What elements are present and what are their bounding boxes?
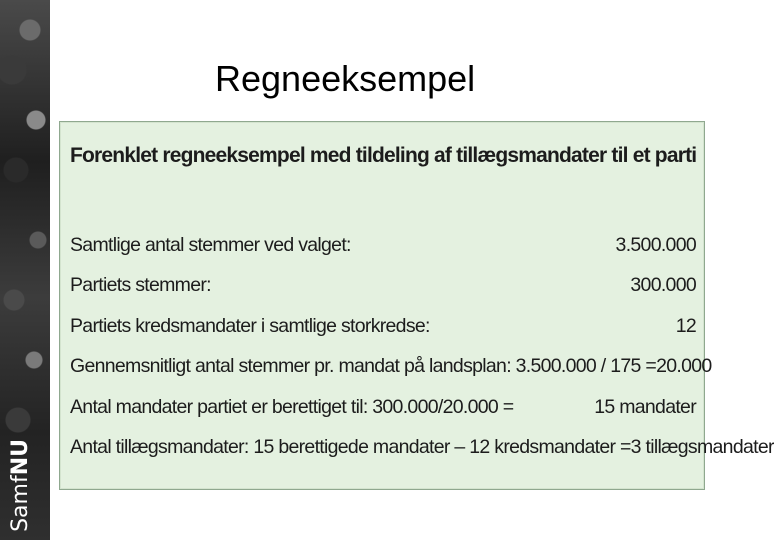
row-value: 20.000 <box>656 355 712 378</box>
row-party-votes <box>70 266 696 307</box>
row-value: 15 mandater <box>594 395 696 418</box>
row-value: 3.500.000 <box>615 233 696 256</box>
slide-title: Regneeksempel <box>215 58 476 99</box>
row-votes-per-seat <box>70 347 712 388</box>
row-total-votes <box>70 225 696 266</box>
decorative-side-strip <box>0 0 50 540</box>
row-supplementary-seats <box>70 428 774 469</box>
logo-prefix: Samf <box>8 475 33 532</box>
row-value: 300.000 <box>630 274 696 297</box>
samfnu-logo <box>8 439 33 532</box>
row-value: 12 <box>675 314 696 337</box>
row-label: Antal mandater partiet er berettiget til: 300.000/20.000 = <box>70 395 514 418</box>
row-label: Gennemsnitligt antal stemmer pr. mandat på landsplan: 3.500.000 / 175 = <box>70 355 657 378</box>
row-label: Partiets stemmer: <box>70 274 211 297</box>
row-label: Antal tillægsmandater: 15 berettigede mandater – 12 kredsmandater = <box>70 436 631 459</box>
row-district-seats <box>70 306 696 347</box>
row-entitled-seats <box>70 387 696 428</box>
box-heading: Forenklet regneeksempel med tildeling af tillægsmandater til et parti <box>70 144 697 167</box>
row-label: Partiets kredsmandater i samtlige storkredse: <box>70 314 430 337</box>
calculation-box <box>59 121 774 490</box>
row-label: Samtlige antal stemmer ved valget: <box>70 233 351 256</box>
calculation-rows <box>70 225 774 468</box>
row-value: 3 tillægsmandater <box>630 436 774 459</box>
logo-suffix: NU <box>8 439 33 476</box>
